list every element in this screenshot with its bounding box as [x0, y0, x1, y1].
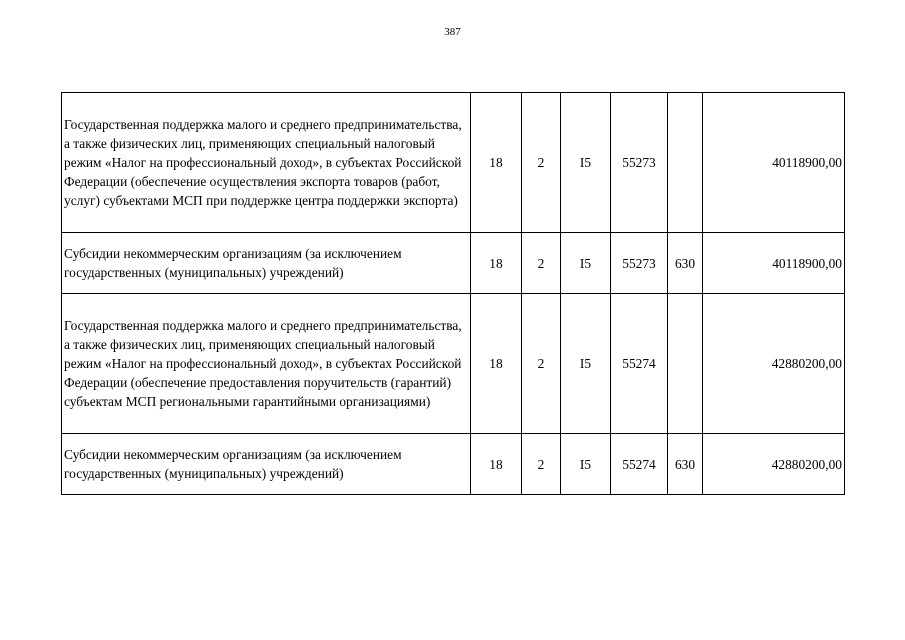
program-code: I5: [561, 233, 611, 294]
section-code: 18: [471, 294, 522, 434]
direction-code: 55274: [611, 434, 668, 495]
section-code: 18: [471, 434, 522, 495]
subsection-code: 2: [522, 233, 561, 294]
budget-table: [61, 92, 845, 495]
amount: 42880200,00: [703, 434, 845, 495]
program-code: I5: [561, 93, 611, 233]
table-row: [62, 233, 845, 294]
table-row: [62, 294, 845, 434]
amount: 40118900,00: [703, 233, 845, 294]
subsection-code: 2: [522, 93, 561, 233]
expense-type-code: 630: [668, 434, 703, 495]
section-code: 18: [471, 233, 522, 294]
program-code: I5: [561, 434, 611, 495]
subsection-code: 2: [522, 294, 561, 434]
row-description: Государственная поддержка малого и среднего предпринимательства, а также физических лиц, применяющих специальный налоговый режим «Налог на профессиональный доход», в субъектах Российской Федерации (обеспечение предоставления поручительств (гарантий) субъектам МСП региональными гарантийными организациями): [62, 294, 471, 434]
row-description: Субсидии некоммерческим организациям (за исключением государственных (муниципальных) учреждений): [62, 434, 471, 495]
direction-code: 55274: [611, 294, 668, 434]
row-description: Государственная поддержка малого и среднего предпринимательства, а также физических лиц, применяющих специальный налоговый режим «Налог на профессиональный доход», в субъектах Российской Федерации (обеспечение осуществления экспорта товаров (работ, услуг) субъектами МСП при поддержке центра поддержки экспорта): [62, 93, 471, 233]
amount: 40118900,00: [703, 93, 845, 233]
page-number: 387: [444, 26, 461, 38]
table-row: [62, 434, 845, 495]
direction-code: 55273: [611, 93, 668, 233]
amount: 42880200,00: [703, 294, 845, 434]
program-code: I5: [561, 294, 611, 434]
subsection-code: 2: [522, 434, 561, 495]
row-description: Субсидии некоммерческим организациям (за исключением государственных (муниципальных) учреждений): [62, 233, 471, 294]
expense-type-code: [668, 294, 703, 434]
expense-type-code: 630: [668, 233, 703, 294]
table-row: [62, 93, 845, 233]
direction-code: 55273: [611, 233, 668, 294]
section-code: 18: [471, 93, 522, 233]
expense-type-code: [668, 93, 703, 233]
